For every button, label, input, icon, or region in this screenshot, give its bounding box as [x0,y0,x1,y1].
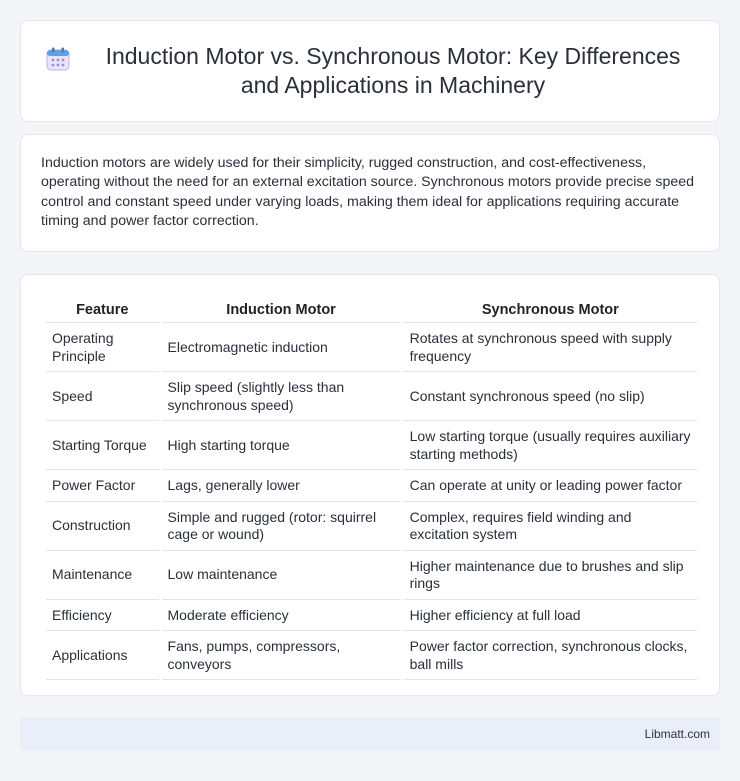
cell-synchronous: Rotates at synchronous speed with supply frequency [404,323,697,372]
table-row [46,470,697,502]
title-card [20,20,720,122]
cell-synchronous: Complex, requires field winding and excitation system [404,502,697,551]
footer-site-link[interactable]: Libmatt.com [644,727,710,741]
cell-synchronous: Constant synchronous speed (no slip) [404,372,697,421]
calendar-icon [45,46,71,72]
cell-feature: Speed [46,372,159,421]
table-row [46,323,697,372]
cell-synchronous: Power factor correction, synchronous clocks, ball mills [404,631,697,680]
cell-synchronous: Higher efficiency at full load [404,600,697,632]
table-row [46,551,697,600]
cell-feature: Operating Principle [46,323,159,372]
cell-induction: High starting torque [162,421,401,470]
cell-synchronous: Low starting torque (usually requires auxiliary starting methods) [404,421,697,470]
table-row [46,502,697,551]
page-title: Induction Motor vs. Synchronous Motor: Key Differences and Applications in Machinery [105,43,681,98]
table-row [46,372,697,421]
cell-induction: Electromagnetic induction [162,323,401,372]
table-row [46,631,697,680]
cell-synchronous: Higher maintenance due to brushes and slip rings [404,551,697,600]
header-synchronous-motor: Synchronous Motor [404,295,697,323]
table-header-row [46,295,697,323]
cell-feature: Power Factor [46,470,159,502]
comparison-card [20,274,720,696]
cell-feature: Maintenance [46,551,159,600]
cell-feature: Construction [46,502,159,551]
title-wrap [21,42,719,100]
cell-synchronous: Can operate at unity or leading power factor [404,470,697,502]
intro-paragraph: Induction motors are widely used for their simplicity, rugged construction, and cost-effectiveness, operating without the need for an external excitation source. Synchronous motors provide precise speed control and constant speed under varying loads, making them ideal for applications requiring accurate timing and power factor correction. [41,155,695,230]
cell-induction: Low maintenance [162,551,401,600]
cell-feature: Starting Torque [46,421,159,470]
cell-induction: Lags, generally lower [162,470,401,502]
table-row [46,600,697,632]
table-row [46,421,697,470]
intro-card [20,134,720,252]
header-feature: Feature [46,295,159,323]
cell-induction: Simple and rugged (rotor: squirrel cage or wound) [162,502,401,551]
cell-feature: Efficiency [46,600,159,632]
cell-induction: Slip speed (slightly less than synchronous speed) [162,372,401,421]
cell-induction: Moderate efficiency [162,600,401,632]
comparison-table [43,295,700,680]
footer-bar [20,717,720,751]
cell-feature: Applications [46,631,159,680]
cell-induction: Fans, pumps, compressors, conveyors [162,631,401,680]
header-induction-motor: Induction Motor [162,295,401,323]
